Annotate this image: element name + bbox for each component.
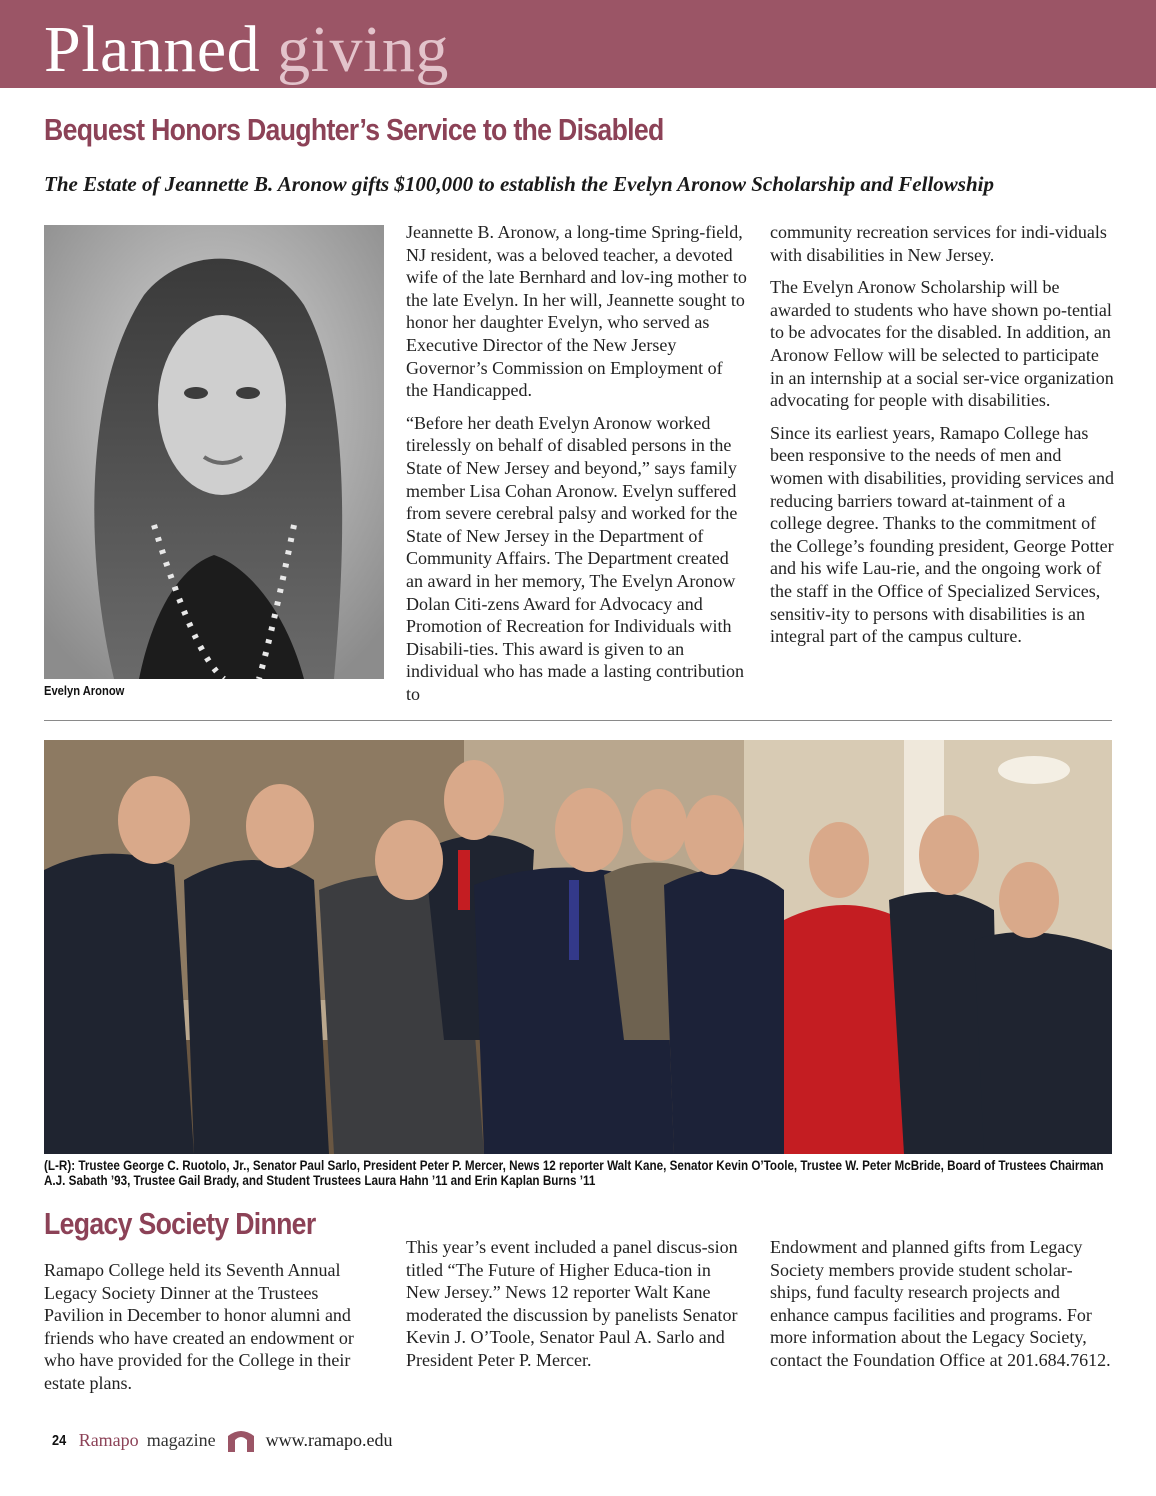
page-footer bbox=[52, 1428, 392, 1454]
article-paragraph: “Before her death Evelyn Aronow worked tirelessly on behalf of disabled persons in the State of New Jersey and beyond,” says family member Lisa Cohan Aronow. Evelyn suffered from severe cerebral palsy and worked for the State of New Jersey in the Department of Community Affairs. The Department created an award in her memory, The Evelyn Aronow Dolan Citi-zens Award for Advocacy and Promotion of Recreation for Individuals with Disabili-ties. This award is given to an individual who has made a lasting contribution to bbox=[406, 412, 744, 704]
legacy-column-2: This year’s event included a panel discus-sion titled “The Future of Higher Educa-tion in New Jersey.” News 12 reporter Walt Kane moderated the discussion by panelists Senator Kevin J. O’Toole, Senator Paul A. Sarlo and President Peter P. Mercer. bbox=[406, 1237, 738, 1370]
footer-brand: Ramapo bbox=[78, 1429, 139, 1450]
article-headline: Bequest Honors Daughter’s Service to the Disabled bbox=[44, 112, 664, 147]
legacy-column-1: Ramapo College held its Seventh Annual Legacy Society Dinner at the Trustees Pavilion in December to honor alumni and friends who have created an endowment or who have provided for the College in their estate plans. bbox=[44, 1260, 354, 1393]
legacy-column-3: Endowment and planned gifts from Legacy Society members provide student scholar-ships, fund faculty research projects and enhance campus facilities and programs. For more information about the Legacy Society, contact the Foundation Office at 201.684.7612. bbox=[770, 1237, 1111, 1370]
article-column-1 bbox=[406, 221, 748, 715]
section-banner bbox=[0, 0, 1156, 88]
footer-magazine: magazine bbox=[146, 1429, 216, 1450]
portrait-caption: Evelyn Aronow bbox=[44, 683, 125, 698]
portrait-photo bbox=[44, 225, 384, 679]
article-paragraph: The Evelyn Aronow Scholarship will be awarded to students who have shown po-tential to be advocates for the disabled. In addition, an Aronow Fellow will be selected to participate in an internship at a social ser-vice organization advocating for people with disabilities. bbox=[770, 277, 1114, 411]
section-title bbox=[44, 12, 449, 88]
footer-url: www.ramapo.edu bbox=[265, 1429, 393, 1450]
section-title-word-giving: giving bbox=[277, 13, 449, 86]
article-subhead: The Estate of Jeannette B. Aronow gifts $100,000 to establish the Evelyn Aronow Scholarship and Fellowship bbox=[44, 172, 994, 196]
article-paragraph: community recreation services for indi-viduals with disabilities in New Jersey. bbox=[770, 222, 1107, 265]
group-photo-illustration bbox=[44, 740, 1112, 1154]
section-title-word-planned: Planned bbox=[44, 13, 261, 86]
arch-logo-icon bbox=[226, 1428, 256, 1452]
section-divider bbox=[44, 720, 1112, 721]
page-number: 24 bbox=[52, 1431, 67, 1449]
legacy-headline: Legacy Society Dinner bbox=[44, 1206, 316, 1241]
portrait-illustration bbox=[44, 225, 384, 679]
article-column-2 bbox=[770, 221, 1114, 658]
article-paragraph: Since its earliest years, Ramapo College has been responsive to the needs of men and women with disabilities, providing services and reducing barriers toward at-tainment of a college degree. Thanks to the commitment of the College’s founding president, George Potter and his wife Lau-rie, and the ongoing work of the staff in the Office of Specialized Services, sensitiv-ity to persons with disabilities is an integral part of the campus culture. bbox=[770, 422, 1114, 647]
article-paragraph: Jeannette B. Aronow, a long-time Spring-field, NJ resident, was a beloved teacher, a devoted wife of the late Bernhard and lov-ing mother to the late Evelyn. In her will, Jeannette sought to honor her daughter Evelyn, who served as Executive Director of the New Jersey Governor’s Commission on Employment of the Handicapped. bbox=[406, 222, 747, 401]
group-photo bbox=[44, 740, 1112, 1154]
group-photo-caption: (L-R): Trustee George C. Ruotolo, Jr., Senator Paul Sarlo, President Peter P. Mercer, News 12 reporter Walt Kane, Senator Kevin O’Toole, Trustee W. Peter McBride, Board of Trustees Chairman A.J. Sabath ’93, Trustee Gail Brady, and Student Trustees Laura Hahn ’11 and Erin Kaplan Burns ’11 bbox=[44, 1158, 1104, 1188]
